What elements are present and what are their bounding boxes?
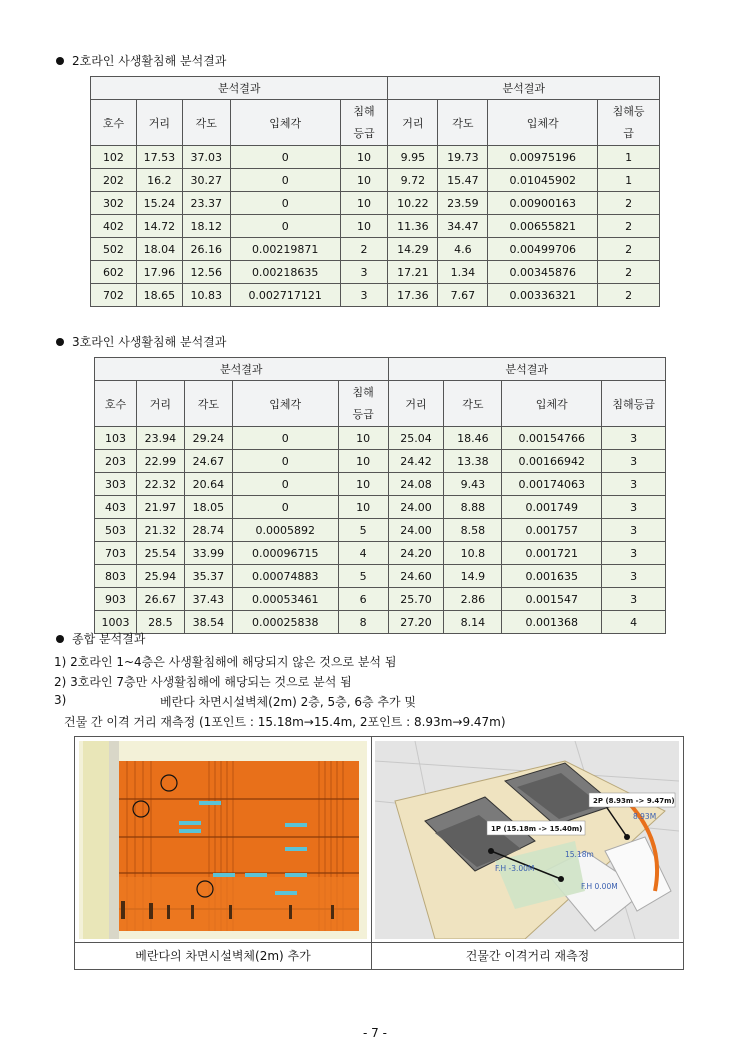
table-cell: 5 — [338, 565, 388, 588]
table-cell: 24.00 — [388, 496, 444, 519]
table-cell: 10.22 — [388, 192, 438, 215]
group-header: 분석결과 — [388, 77, 660, 100]
table-cell: 0 — [232, 450, 338, 473]
table-cell: 17.36 — [388, 284, 438, 307]
table-cell: 2 — [598, 261, 660, 284]
table-cell: 0.001547 — [502, 588, 602, 611]
table-row — [91, 192, 660, 215]
table-cell: 4.6 — [438, 238, 488, 261]
group-header: 분석결과 — [95, 358, 389, 381]
table-cell: 18.65 — [136, 284, 182, 307]
table-cell: 303 — [95, 473, 137, 496]
table-cell: 0 — [232, 496, 338, 519]
table-cell: 10 — [340, 169, 388, 192]
table-cell: 1.34 — [438, 261, 488, 284]
page-number: - 7 - — [363, 1026, 387, 1040]
table-row — [95, 427, 666, 450]
table-cell: 9.95 — [388, 146, 438, 169]
table-cell: 24.20 — [388, 542, 444, 565]
table-cell: 0 — [230, 169, 340, 192]
table-cell: 28.5 — [136, 611, 184, 634]
table-row — [91, 169, 660, 192]
table-row — [95, 450, 666, 473]
col-header: 거리 — [136, 100, 182, 146]
table-cell: 17.53 — [136, 146, 182, 169]
table-cell: 0 — [230, 192, 340, 215]
table-row — [95, 542, 666, 565]
table-cell: 0.001749 — [502, 496, 602, 519]
table-cell: 0 — [230, 215, 340, 238]
table-cell: 24.00 — [388, 519, 444, 542]
summary-line-3: 베란다 차면시설벽체(2m) 2층, 5층, 6층 추가 및 — [160, 695, 416, 709]
table-cell: 37.43 — [184, 588, 232, 611]
table-cell: 14.29 — [388, 238, 438, 261]
table-cell: 0.00074883 — [232, 565, 338, 588]
table-cell: 25.94 — [136, 565, 184, 588]
summary-line-2: 2) 3호라인 7층만 사생활침해에 해당되는 것으로 분석 됨 — [54, 675, 352, 689]
table-cell: 23.59 — [438, 192, 488, 215]
table-cell: 10 — [338, 450, 388, 473]
table-cell: 30.27 — [182, 169, 230, 192]
table-cell: 10 — [338, 427, 388, 450]
table-cell: 103 — [95, 427, 137, 450]
grade-header-line: 등급 — [353, 126, 375, 140]
table-cell: 202 — [91, 169, 137, 192]
section1-title: 2호라인 사생활침해 분석결과 — [72, 54, 227, 68]
table-cell: 6 — [338, 588, 388, 611]
table-cell: 27.20 — [388, 611, 444, 634]
table-cell: 20.64 — [184, 473, 232, 496]
col-header: 호수 — [95, 381, 137, 427]
col-header: 거리 — [388, 381, 444, 427]
table-cell: 0.00053461 — [232, 588, 338, 611]
table-cell: 13.38 — [444, 450, 502, 473]
table-cell: 18.04 — [136, 238, 182, 261]
table-cell: 8.88 — [444, 496, 502, 519]
col-header: 각도 — [444, 381, 502, 427]
table-row — [95, 565, 666, 588]
table-cell: 2 — [598, 215, 660, 238]
section2-title: 3호라인 사생활침해 분석결과 — [72, 335, 227, 349]
col-header: 거리 — [136, 381, 184, 427]
col-header: 각도 — [438, 100, 488, 146]
table-cell: 14.72 — [136, 215, 182, 238]
table-cell: 0.00096715 — [232, 542, 338, 565]
table-cell: 16.2 — [136, 169, 182, 192]
table-cell: 23.37 — [182, 192, 230, 215]
table-cell: 18.05 — [184, 496, 232, 519]
col-header: 입체각 — [232, 381, 338, 427]
col-header: 침해등급 — [602, 381, 666, 427]
table-cell: 23.94 — [136, 427, 184, 450]
table-cell: 24.60 — [388, 565, 444, 588]
table-cell: 0.00218635 — [230, 261, 340, 284]
table-line3 — [94, 357, 666, 634]
figure-box — [74, 736, 684, 970]
table-cell: 0.001721 — [502, 542, 602, 565]
label-fh-left: F.H -3.00M — [495, 864, 535, 873]
table-cell: 302 — [91, 192, 137, 215]
table-cell: 22.32 — [136, 473, 184, 496]
table-cell: 9.43 — [444, 473, 502, 496]
table-cell: 3 — [602, 565, 666, 588]
group-header: 분석결과 — [388, 358, 665, 381]
table-cell: 18.46 — [444, 427, 502, 450]
table-cell: 17.21 — [388, 261, 438, 284]
col-header: 입체각 — [230, 100, 340, 146]
table-cell: 18.12 — [182, 215, 230, 238]
col-header: 입체각 — [488, 100, 598, 146]
table-cell: 2 — [598, 238, 660, 261]
table-cell: 903 — [95, 588, 137, 611]
table-cell: 702 — [91, 284, 137, 307]
table-cell: 7.67 — [438, 284, 488, 307]
table-cell: 0.00154766 — [502, 427, 602, 450]
col-header: 거리 — [388, 100, 438, 146]
col-header: 호수 — [91, 100, 137, 146]
label-2p: 2P (8.93m -> 9.47m) — [593, 797, 675, 805]
table-cell: 0.0005892 — [232, 519, 338, 542]
table-cell: 0.001757 — [502, 519, 602, 542]
table-cell: 602 — [91, 261, 137, 284]
table-cell: 14.9 — [444, 565, 502, 588]
table-cell: 10 — [340, 146, 388, 169]
grade-header-line: 침해등 — [612, 104, 645, 118]
col-header: 각도 — [182, 100, 230, 146]
table-cell: 2.86 — [444, 588, 502, 611]
table-cell: 0.00219871 — [230, 238, 340, 261]
label-1518: 15.18m — [565, 850, 594, 859]
table-cell: 10 — [340, 192, 388, 215]
grade-header-line: 등급 — [352, 407, 374, 421]
table-cell: 502 — [91, 238, 137, 261]
table-cell: 403 — [95, 496, 137, 519]
table-cell: 0.00655821 — [488, 215, 598, 238]
table-cell: 29.24 — [184, 427, 232, 450]
section1-heading — [56, 52, 226, 69]
table-cell: 24.08 — [388, 473, 444, 496]
table-row — [91, 261, 660, 284]
table-row — [91, 238, 660, 261]
table-cell: 3 — [340, 284, 388, 307]
bullet-icon — [56, 338, 64, 346]
table-cell: 0.00025838 — [232, 611, 338, 634]
table-cell: 5 — [338, 519, 388, 542]
table-cell: 0.00345876 — [488, 261, 598, 284]
table-cell: 503 — [95, 519, 137, 542]
summary-line-4: 건물 간 이격 거리 재측정 (1포인트 : 15.18m→15.4m, 2포인트 : 8.93m→9.47m) — [64, 715, 506, 729]
table-cell: 1003 — [95, 611, 137, 634]
grade-header-line: 급 — [623, 126, 634, 140]
label-1p: 1P (15.18m -> 15.40m) — [491, 825, 583, 833]
bullet-icon — [56, 635, 64, 643]
summary-title: 종합 분석결과 — [72, 632, 146, 646]
table-cell: 0.00499706 — [488, 238, 598, 261]
table-cell: 8 — [338, 611, 388, 634]
table-cell: 10 — [338, 496, 388, 519]
table-cell: 10 — [340, 215, 388, 238]
table-cell: 3 — [602, 427, 666, 450]
table-cell: 26.67 — [136, 588, 184, 611]
table-cell: 0.00900163 — [488, 192, 598, 215]
label-fh-right: F.H 0.00M — [581, 882, 618, 891]
table-cell: 0.001368 — [502, 611, 602, 634]
table-row — [95, 519, 666, 542]
table-cell: 37.03 — [182, 146, 230, 169]
grade-header-line: 침해 — [353, 104, 375, 118]
table-cell: 703 — [95, 542, 137, 565]
table-cell: 3 — [602, 450, 666, 473]
table-cell: 26.16 — [182, 238, 230, 261]
table-cell: 3 — [602, 519, 666, 542]
table-cell: 15.47 — [438, 169, 488, 192]
table-row — [95, 496, 666, 519]
col-header — [338, 381, 388, 427]
table-cell: 24.67 — [184, 450, 232, 473]
table-cell: 102 — [91, 146, 137, 169]
table-cell: 0 — [232, 473, 338, 496]
caption-right: 건물간 이격거리 재측정 — [465, 949, 590, 963]
table-cell: 34.47 — [438, 215, 488, 238]
table-cell: 10 — [338, 473, 388, 496]
table-cell: 28.74 — [184, 519, 232, 542]
label-893: 8.93M — [633, 812, 657, 821]
table-line2 — [90, 76, 660, 307]
caption-left: 베란다의 차면시설벽체(2m) 추가 — [135, 949, 311, 963]
summary-line-3-num: 3) — [54, 693, 67, 707]
table-cell: 8.14 — [444, 611, 502, 634]
table-cell: 1 — [598, 169, 660, 192]
table-cell: 9.72 — [388, 169, 438, 192]
table-cell: 12.56 — [182, 261, 230, 284]
col-header — [598, 100, 660, 146]
table-row — [91, 284, 660, 307]
table-cell: 2 — [340, 238, 388, 261]
table-row — [95, 473, 666, 496]
table-row — [91, 215, 660, 238]
table-cell: 3 — [602, 496, 666, 519]
table-cell: 0.00336321 — [488, 284, 598, 307]
table-cell: 33.99 — [184, 542, 232, 565]
table-cell: 1 — [598, 146, 660, 169]
grade-header-line: 침해 — [352, 385, 374, 399]
col-header: 각도 — [184, 381, 232, 427]
table-cell: 19.73 — [438, 146, 488, 169]
table-cell: 803 — [95, 565, 137, 588]
table-cell: 10.83 — [182, 284, 230, 307]
col-header — [340, 100, 388, 146]
table-cell: 0.01045902 — [488, 169, 598, 192]
table-cell: 4 — [338, 542, 388, 565]
table-row — [91, 146, 660, 169]
facade-image — [79, 741, 367, 939]
table-cell: 38.54 — [184, 611, 232, 634]
table-cell: 22.99 — [136, 450, 184, 473]
table-cell: 0.002717121 — [230, 284, 340, 307]
table-cell: 0 — [232, 427, 338, 450]
table-cell: 3 — [602, 473, 666, 496]
table-cell: 25.54 — [136, 542, 184, 565]
table-cell: 0.00166942 — [502, 450, 602, 473]
table-cell: 3 — [340, 261, 388, 284]
table-cell: 3 — [602, 588, 666, 611]
table-cell: 0 — [230, 146, 340, 169]
table-cell: 203 — [95, 450, 137, 473]
table-cell: 35.37 — [184, 565, 232, 588]
table-cell: 8.58 — [444, 519, 502, 542]
table-row — [95, 588, 666, 611]
table-cell: 0.00174063 — [502, 473, 602, 496]
figure-divider — [371, 737, 372, 969]
table-cell: 3 — [602, 542, 666, 565]
table-cell: 15.24 — [136, 192, 182, 215]
group-header: 분석결과 — [91, 77, 388, 100]
table-cell: 0.001635 — [502, 565, 602, 588]
table-cell: 25.04 — [388, 427, 444, 450]
table-cell: 17.96 — [136, 261, 182, 284]
summary-line-1: 1) 2호라인 1~4층은 사생활침해에 해당되지 않은 것으로 분석 됨 — [54, 655, 397, 669]
table-cell: 0.00975196 — [488, 146, 598, 169]
table-cell: 2 — [598, 284, 660, 307]
table-row — [95, 611, 666, 634]
table-cell: 10.8 — [444, 542, 502, 565]
bullet-icon — [56, 57, 64, 65]
col-header: 입체각 — [502, 381, 602, 427]
table-cell: 11.36 — [388, 215, 438, 238]
table-cell: 2 — [598, 192, 660, 215]
summary-heading — [56, 630, 145, 647]
table-cell: 21.32 — [136, 519, 184, 542]
table-cell: 24.42 — [388, 450, 444, 473]
table-cell: 21.97 — [136, 496, 184, 519]
site-plan-image — [375, 741, 679, 939]
table-cell: 25.70 — [388, 588, 444, 611]
table-cell: 402 — [91, 215, 137, 238]
section2-heading — [56, 333, 226, 350]
table-cell: 4 — [602, 611, 666, 634]
